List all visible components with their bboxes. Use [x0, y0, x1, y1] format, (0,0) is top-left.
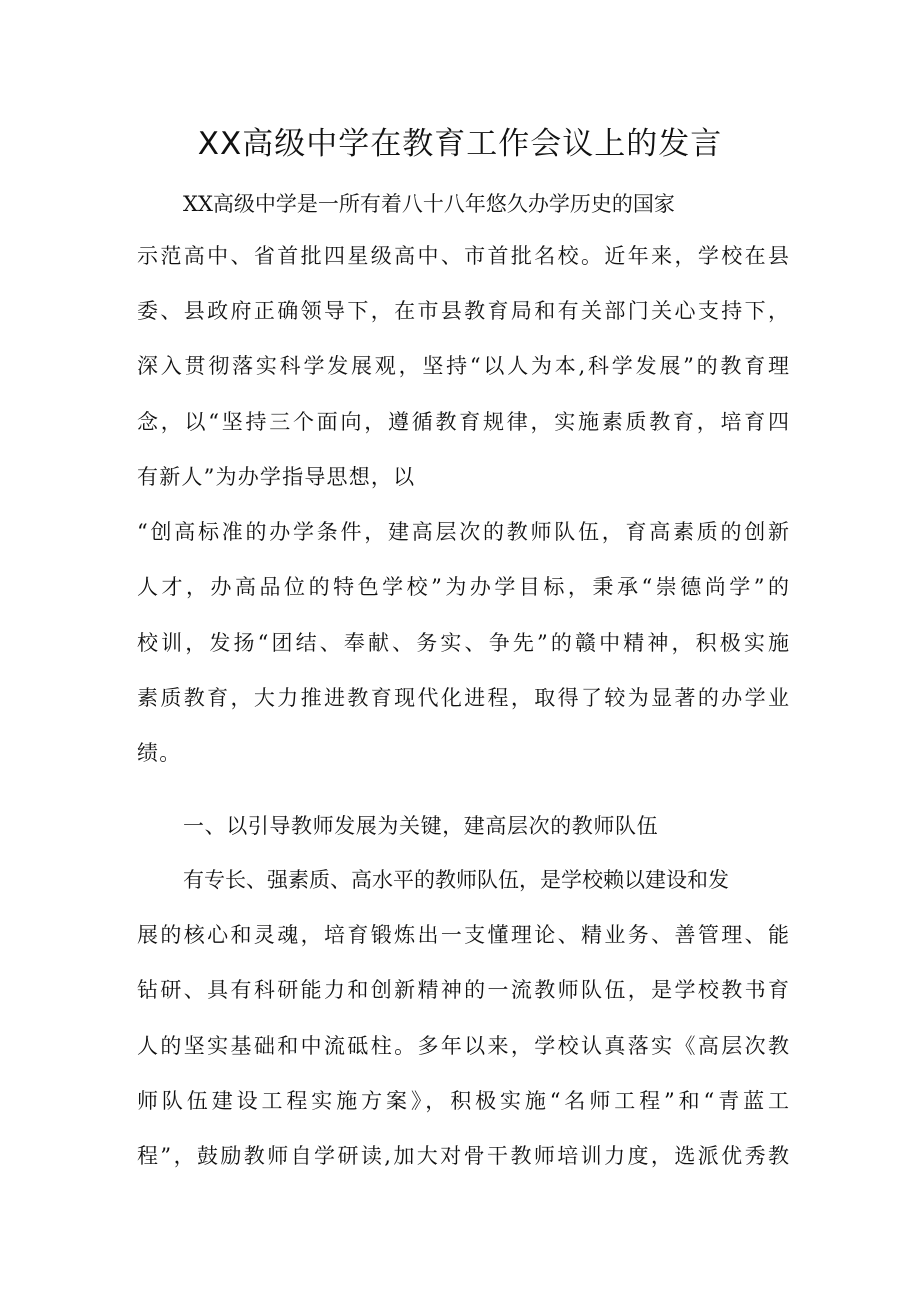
section-1-line-1: 有专长、强素质、高水平的教师队伍，是学校赖以建设和发 [183, 868, 729, 892]
section-1-line-5: 师队伍建设工程实施方案》，积极实施“名师工程”和“青蓝工 [137, 1089, 789, 1113]
paragraph-1-line-4: 深入贯彻落实科学发展观，坚持“以人为本,科学发展”的教育理 [137, 354, 789, 378]
paragraph-1-line-1: XX高级中学是一所有着八十八年悠久办学历史的国家 [183, 192, 675, 216]
paragraph-2-line-1: “创高标准的办学条件，建高层次的教师队伍，育高素质的创新 [137, 520, 789, 544]
paragraph-2-line-3: 校训，发扬“团结、奉献、务实、争先”的赣中精神，积极实施 [137, 631, 789, 655]
paragraph-1-line-2: 示范高中、省首批四星级高中、市首批名校。近年来，学校在县 [137, 244, 789, 268]
paragraph-1-line-6: 有新人”为办学指导思想，以 [137, 465, 416, 489]
paragraph-2-line-2: 人才，办高品位的特色学校”为办学目标，秉承“崇德尚学”的 [137, 575, 789, 599]
paragraph-2-line-5: 绩。 [137, 741, 182, 765]
section-1-line-4: 人的坚实基础和中流砥柱。多年以来，学校认真落实《高层次教 [137, 1034, 789, 1058]
section-1-line-2: 展的核心和灵魂，培育锻炼出一支懂理论、精业务、善管理、能 [137, 923, 789, 947]
section-1-line-6: 程”，鼓励教师自学研读,加大对骨干教师培训力度，选派优秀教 [137, 1144, 789, 1168]
paragraph-1-line-5: 念，以“坚持三个面向，遵循教育规律，实施素质教育，培育四 [137, 410, 789, 434]
document-title: XX高级中学在教育工作会议上的发言 [197, 126, 723, 162]
section-1-line-3: 钻研、具有科研能力和创新精神的一流教师队伍，是学校教书育 [137, 978, 789, 1002]
paragraph-2-line-4: 素质教育，大力推进教育现代化进程，取得了较为显著的办学业 [137, 686, 789, 710]
paragraph-1-line-3: 委、县政府正确领导下，在市县教育局和有关部门关心支持下， [137, 299, 789, 323]
section-1-heading: 一、以引导教师发展为关键，建高层次的教师队伍 [183, 814, 659, 838]
